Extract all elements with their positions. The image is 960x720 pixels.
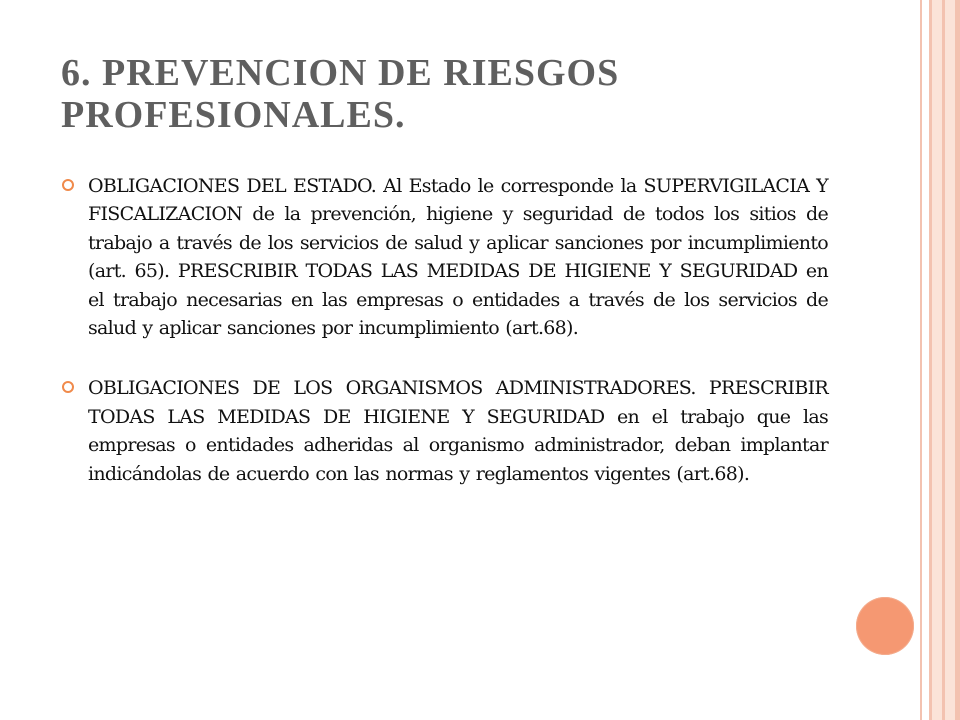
bullet-circle-icon <box>62 381 74 393</box>
decorative-stripe <box>932 0 942 720</box>
bullet-circle-icon <box>62 179 74 191</box>
decorative-stripe <box>920 0 922 720</box>
bullet-item <box>60 374 828 488</box>
slide-title: 6. PREVENCION DE RIESGOS PROFESIONALES. <box>61 52 620 136</box>
decorative-circle <box>856 597 914 655</box>
decorative-stripe <box>945 0 955 720</box>
bullet-text: OBLIGACIONES DE LOS ORGANISMOS ADMINISTRADORES. PRESCRIBIR TODAS LAS MEDIDAS DE HIGIENE Y SEGURIDAD en el trabajo que las empresas o entidades adheridas al organismo administrador, deban implantar indicándolas de acuerdo con las normas y reglamentos vigentes (art.68). <box>88 377 828 485</box>
decorative-stripe <box>955 0 960 720</box>
bullet-text: OBLIGACIONES DEL ESTADO. Al Estado le corresponde la SUPERVIGILACIA Y FISCALIZACION de la prevención, higiene y seguridad de todos los sitios de trabajo a través de los servicios de salud y aplicar sanciones por incumplimiento (art. 65). PRESCRIBIR TODAS LAS MEDIDAS DE HIGIENE Y SEGURIDAD en el trabajo necesarias en las empresas o entidades a través de los servicios de salud y aplicar sanciones por incumplimiento (art.68). <box>88 175 828 340</box>
bullet-item <box>60 172 828 342</box>
bullet-list <box>60 172 828 520</box>
